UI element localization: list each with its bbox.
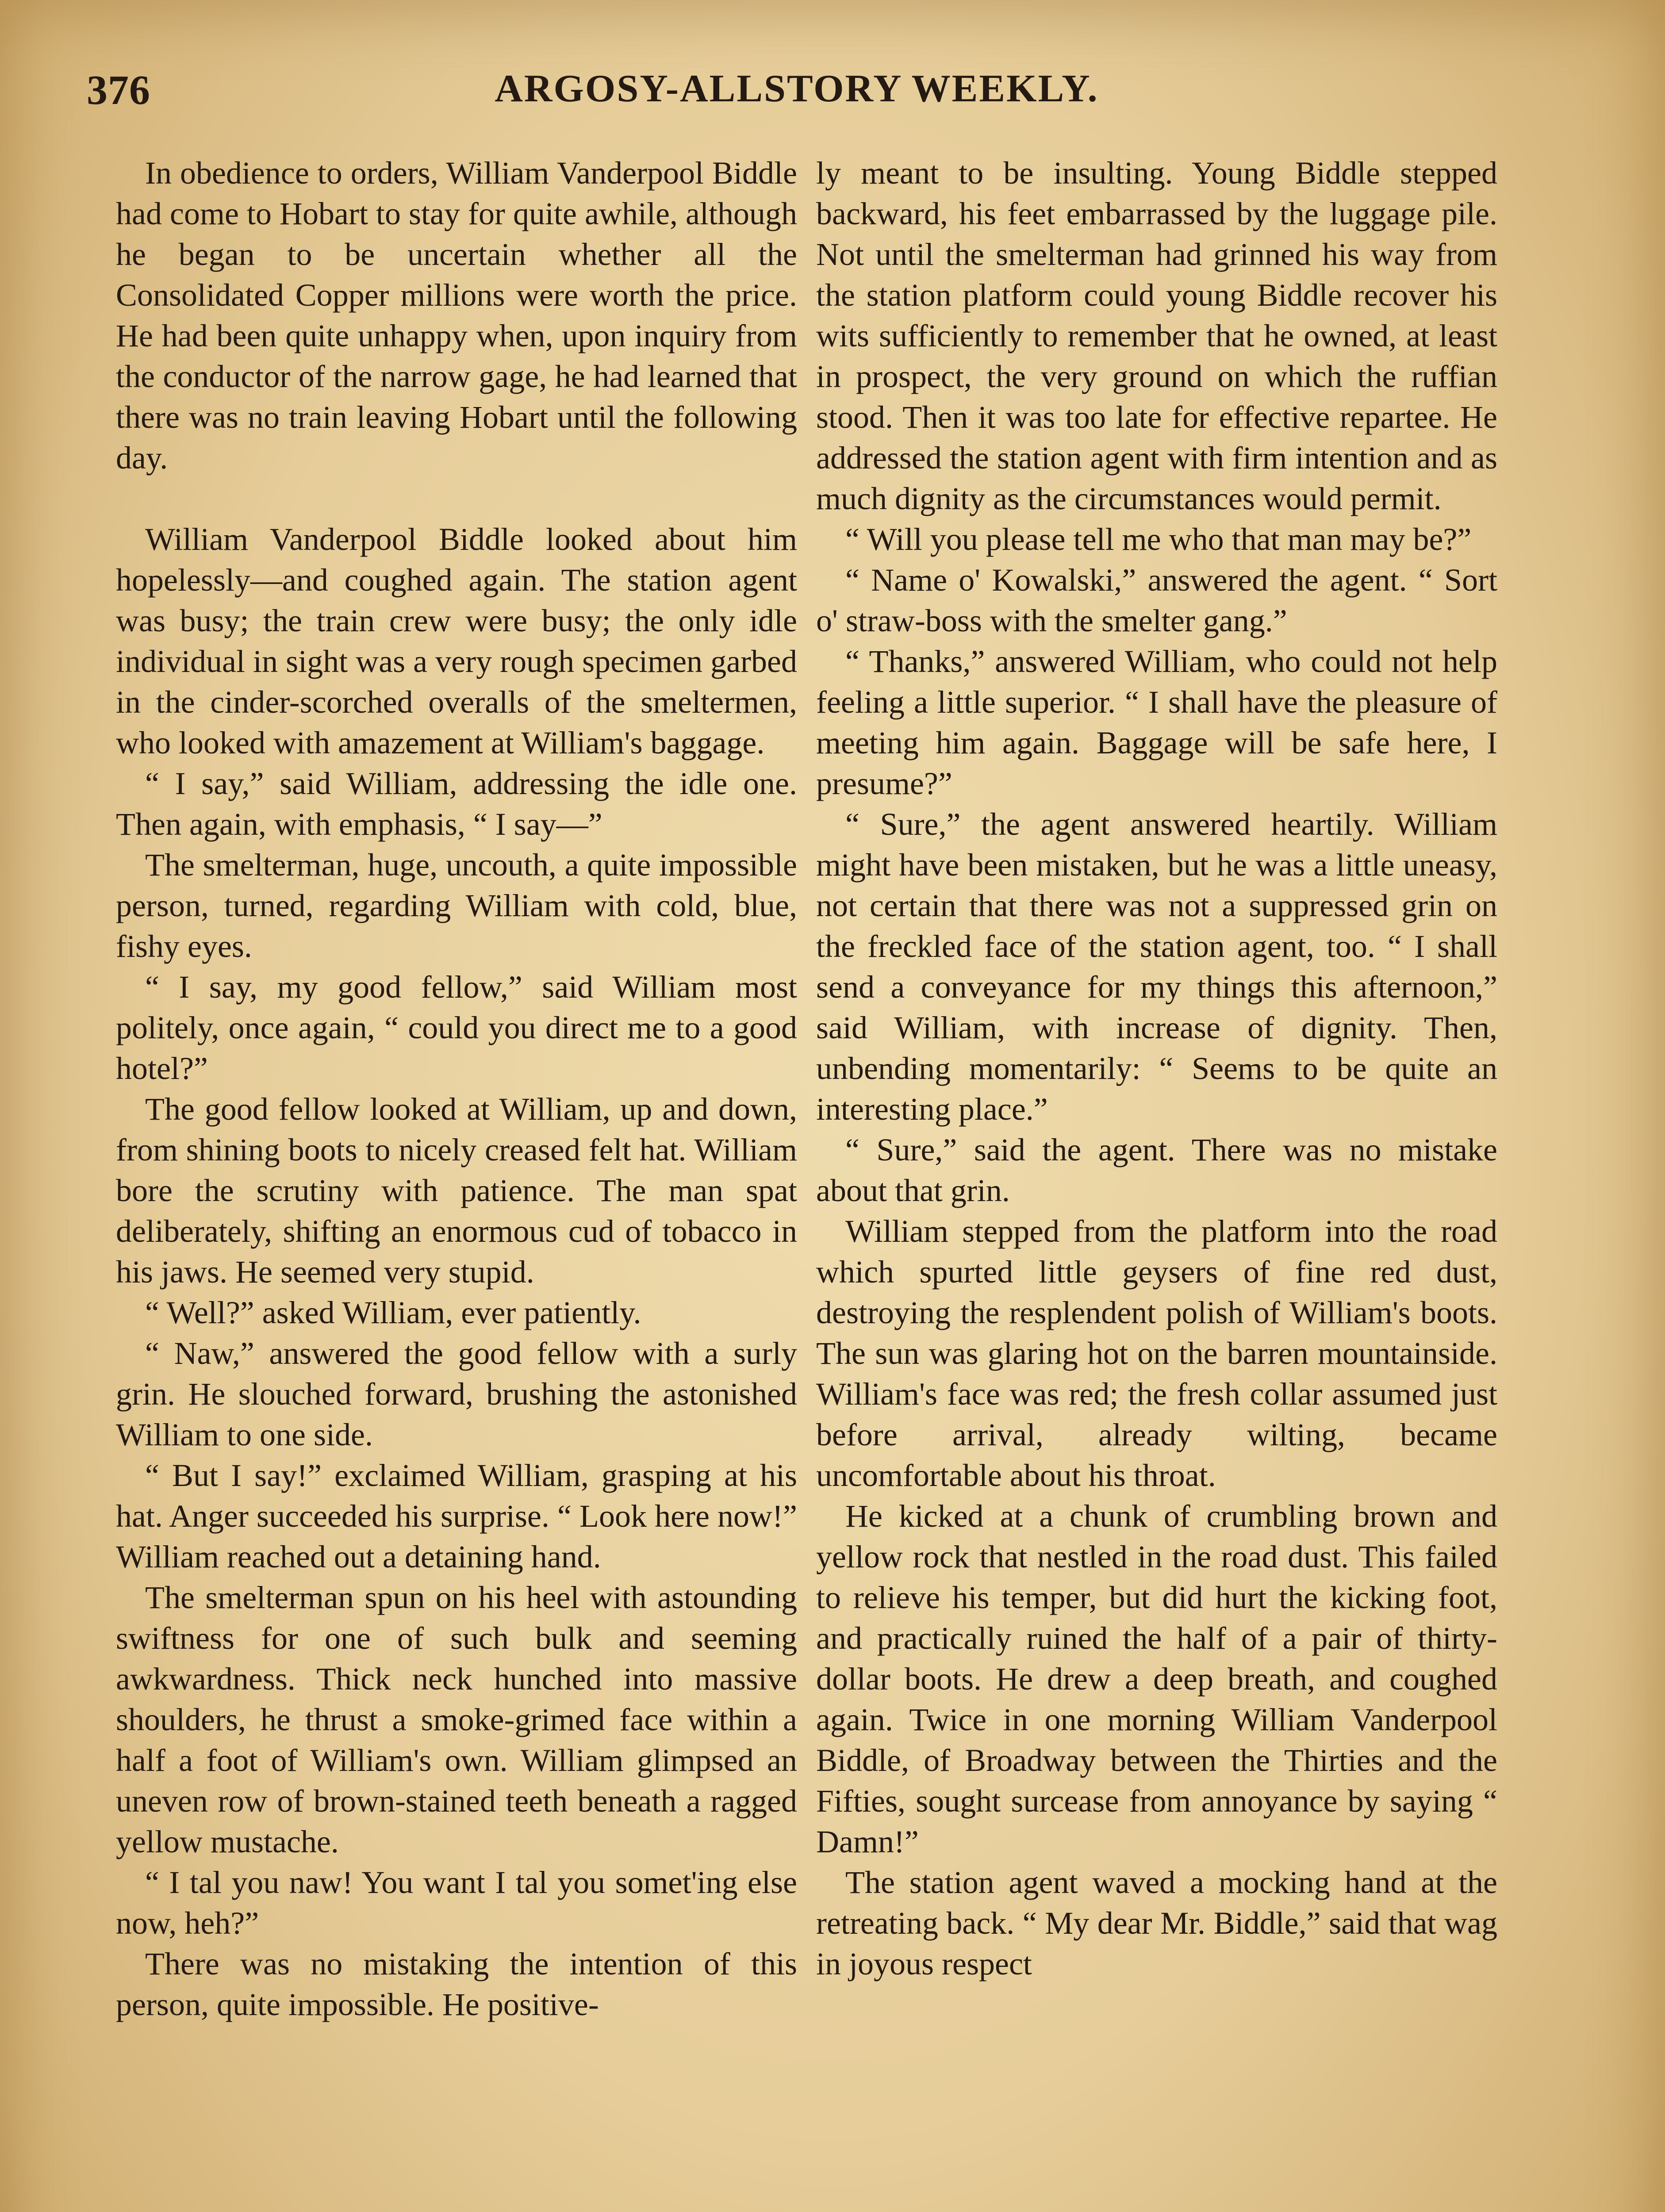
paragraph: “ Sure,” the agent answered heartily. William might have been mistaken, but he was a little uneasy, not certain that there was not a suppressed grin on the freckled face of the station agent, too. “ I shall send a conveyance for my things this afternoon,” said William, with increase of dignity. Then, unbending momentarily: “ Seems to be quite an interesting place.” <box>816 806 1497 1127</box>
paragraph: He kicked at a chunk of crumbling brown and yellow rock that nestled in the road dust. This failed to relieve his temper, but did hurt the kicking foot, and practically ruined the half of a pair of thirty-dollar boots. He drew a deep breath, and coughed again. Twice in one morning William Vanderpool Biddle, of Broadway between the Thirties and the Fifties, sought surcease from annoyance by saying “ Damn!” <box>816 1498 1497 1859</box>
paragraph: William stepped from the platform into the road which spurted little geysers of fine red dust, destroying the resplendent polish of William's boots. The sun was glaring hot on the barren mountainside. William's face was red; the fresh collar assumed just before arrival, already wilting, became uncomfortable about his throat. <box>816 1214 1497 1493</box>
paragraph: “ I tal you naw! You want I tal you somet'ing else now, heh?” <box>116 1865 797 1941</box>
paragraph: “ Naw,” answered the good fellow with a surly grin. He slouched forward, brushing the astonished William to one side. <box>116 1336 797 1452</box>
paragraph: In obedience to orders, William Vanderpool Biddle had come to Hobart to stay for quite awhile, although he began to be uncertain whether all the Consolidated Copper millions were worth the price. He had been quite unhappy when, upon inquiry from the conductor of the narrow gage, he had learned that there was no train leaving Hobart until the following day. <box>116 155 797 476</box>
paragraph: There was no mistaking the intention of this person, quite impossible. He positive- <box>116 1946 797 2022</box>
paragraph: “ Well?” asked William, ever patiently. <box>145 1295 641 1330</box>
text-column-right <box>816 153 1497 1984</box>
paragraph-continued: ly meant to be insulting. Young Biddle stepped backward, his feet embarrassed by the luggage pile. Not until the smelterman had grinned his way from the station platform could young Biddle recover his wits sufficiently to remember that he owned, at least in prospect, the very ground on which the ruffian stood. Then it was too late for effective repartee. He addressed the station agent with firm intention and as much dignity as the circumstances would permit. <box>816 155 1497 516</box>
paragraph: The station agent waved a mocking hand at the retreating back. “ My dear Mr. Biddle,” said that wag in joyous respect <box>816 1865 1497 1982</box>
running-head: ARGOSY-ALLSTORY WEEKLY. <box>495 67 1099 110</box>
paragraph: “ I say, my good fellow,” said William most politely, once again, “ could you direct me to a good hotel?” <box>116 969 797 1086</box>
paragraph: “ But I say!” exclaimed William, grasping at his hat. Anger succeeded his surprise. “ Look here now!” William reached out a detaining hand. <box>116 1458 797 1575</box>
paragraph: The smelterman spun on his heel with astounding swiftness for one of such bulk and seeming awkwardness. Thick neck hunched into massive shoulders, he thrust a smoke-grimed face within a half a foot of William's own. William glimpsed an uneven row of brown-stained teeth beneath a ragged yellow mustache. <box>116 1580 797 1859</box>
paragraph: “ I say,” said William, addressing the idle one. Then again, with emphasis, “ I say—” <box>116 766 797 842</box>
page-header <box>87 66 1507 119</box>
paragraph: The smelterman, huge, uncouth, a quite impossible person, turned, regarding William with cold, blue, fishy eyes. <box>116 847 797 964</box>
paragraph: William Vanderpool Biddle looked about him hopelessly—and coughed again. The station agent was busy; the train crew were busy; the only idle individual in sight was a very rough specimen garbed in the cinder-scorched overalls of the smeltermen, who looked with amazement at William's baggage. <box>116 522 797 760</box>
paragraph: “ Name o' Kowalski,” answered the agent. “ Sort o' straw-boss with the smelter gang.” <box>816 562 1497 638</box>
paragraph: “ Thanks,” answered William, who could not help feeling a little superior. “ I shall have the pleasure of meeting him again. Baggage will be safe here, I presume?” <box>816 644 1497 801</box>
paragraph: The good fellow looked at William, up and down, from shining boots to nicely creased felt hat. William bore the scrutiny with patience. The man spat deliberately, shifting an enormous cud of tobacco in his jaws. He seemed very stupid. <box>116 1091 797 1290</box>
text-column-left <box>116 153 797 2025</box>
paragraph: “ Sure,” said the agent. There was no mistake about that grin. <box>816 1132 1497 1208</box>
paragraph: “ Will you please tell me who that man may be?” <box>845 522 1472 557</box>
page-number: 376 <box>87 67 150 113</box>
